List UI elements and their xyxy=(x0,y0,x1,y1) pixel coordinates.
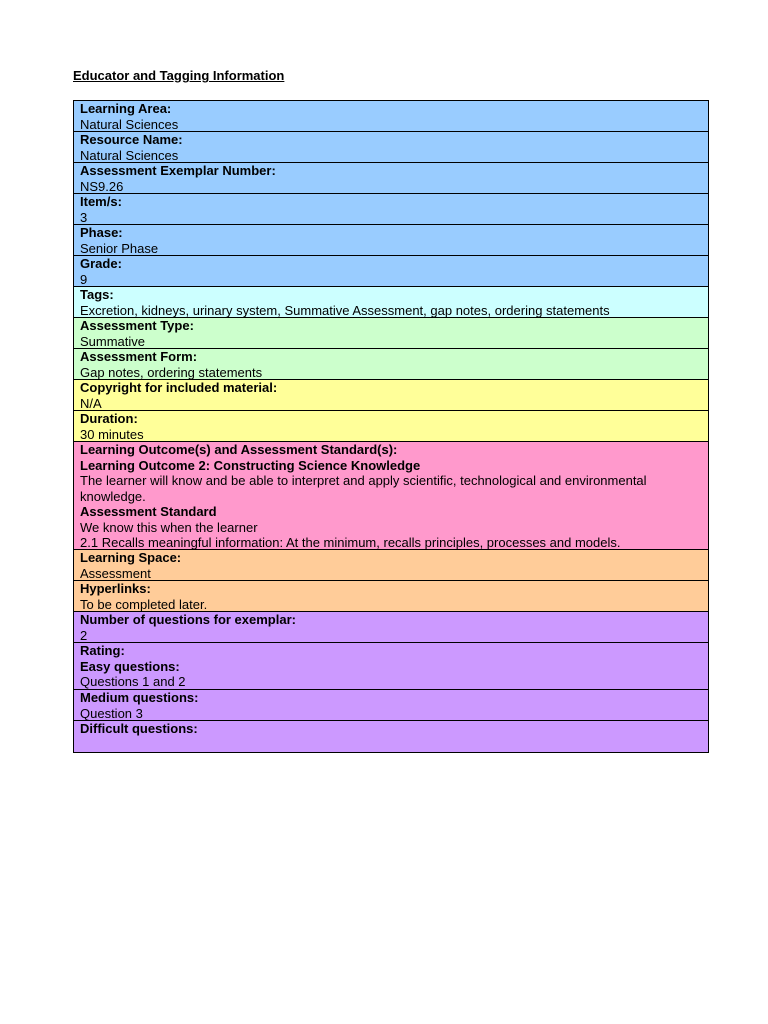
phase-value: Senior Phase xyxy=(80,240,159,256)
row-tags xyxy=(74,287,708,318)
outcome-text: The learner will know and be able to interpret and apply scientific, technological and environmental knowledge. xyxy=(80,473,647,504)
learning-space-value: Assessment xyxy=(80,565,151,581)
easy-questions-label: Easy questions: xyxy=(80,658,180,674)
outcome-heading: Learning Outcome 2: Constructing Science Knowledge xyxy=(80,457,421,473)
assessment-type-value: Summative xyxy=(80,333,146,349)
grade-value: 9 xyxy=(80,271,88,287)
assessment-form-value: Gap notes, ordering statements xyxy=(80,364,263,380)
row-learning-space xyxy=(74,550,708,581)
exemplar-number-label: Assessment Exemplar Number: xyxy=(80,163,276,178)
row-grade xyxy=(74,256,708,287)
outcomes-label: Learning Outcome(s) and Assessment Standard(s): xyxy=(80,442,398,457)
tagging-table xyxy=(73,100,709,753)
tags-value: Excretion, kidneys, urinary system, Summative Assessment, gap notes, ordering statements xyxy=(80,302,610,318)
row-phase xyxy=(74,225,708,256)
grade-label: Grade: xyxy=(80,256,122,271)
assessment-type-label: Assessment Type: xyxy=(80,318,194,333)
learning-space-label: Learning Space: xyxy=(80,550,182,565)
rating-label: Rating: xyxy=(80,643,125,658)
duration-label: Duration: xyxy=(80,411,138,426)
row-learning-outcomes xyxy=(74,442,708,550)
row-rating xyxy=(74,643,708,690)
row-medium-questions xyxy=(74,690,708,721)
copyright-value: N/A xyxy=(80,395,102,411)
difficult-questions-label: Difficult questions: xyxy=(80,721,198,736)
learning-area-value: Natural Sciences xyxy=(80,116,179,132)
row-assessment-form xyxy=(74,349,708,380)
copyright-label: Copyright for included material: xyxy=(80,380,278,395)
row-exemplar-number xyxy=(74,163,708,194)
items-value: 3 xyxy=(80,209,88,225)
standard-heading: Assessment Standard xyxy=(80,504,217,519)
row-hyperlinks xyxy=(74,581,708,612)
standard-intro: We know this when the learner xyxy=(80,519,258,535)
num-questions-label: Number of questions for exemplar: xyxy=(80,612,296,627)
standard-text: Recalls meaningful information: At the minimum, recalls principles, processes and models. xyxy=(101,535,621,550)
items-label: Item/s: xyxy=(80,194,122,209)
row-duration xyxy=(74,411,708,442)
exemplar-number-value: NS9.26 xyxy=(80,178,124,194)
duration-value: 30 minutes xyxy=(80,426,144,442)
row-items xyxy=(74,194,708,225)
standard-line xyxy=(80,535,702,550)
tags-label: Tags: xyxy=(80,287,114,302)
row-assessment-type xyxy=(74,318,708,349)
num-questions-value: 2 xyxy=(80,627,88,643)
medium-questions-label: Medium questions: xyxy=(80,690,199,705)
learning-area-label: Learning Area: xyxy=(80,101,172,116)
row-learning-area xyxy=(74,101,708,132)
row-resource-name xyxy=(74,132,708,163)
row-num-questions xyxy=(74,612,708,643)
phase-label: Phase: xyxy=(80,225,123,240)
row-difficult-questions xyxy=(74,721,708,752)
resource-name-label: Resource Name: xyxy=(80,132,183,147)
page-title: Educator and Tagging Information xyxy=(73,68,285,83)
row-copyright xyxy=(74,380,708,411)
hyperlinks-value: To be completed later. xyxy=(80,596,208,612)
easy-questions-value: Questions 1 and 2 xyxy=(80,674,186,689)
hyperlinks-label: Hyperlinks: xyxy=(80,581,151,596)
assessment-form-label: Assessment Form: xyxy=(80,349,198,364)
resource-name-value: Natural Sciences xyxy=(80,147,179,163)
standard-number: 2.1 xyxy=(80,535,99,550)
medium-questions-value: Question 3 xyxy=(80,705,143,721)
